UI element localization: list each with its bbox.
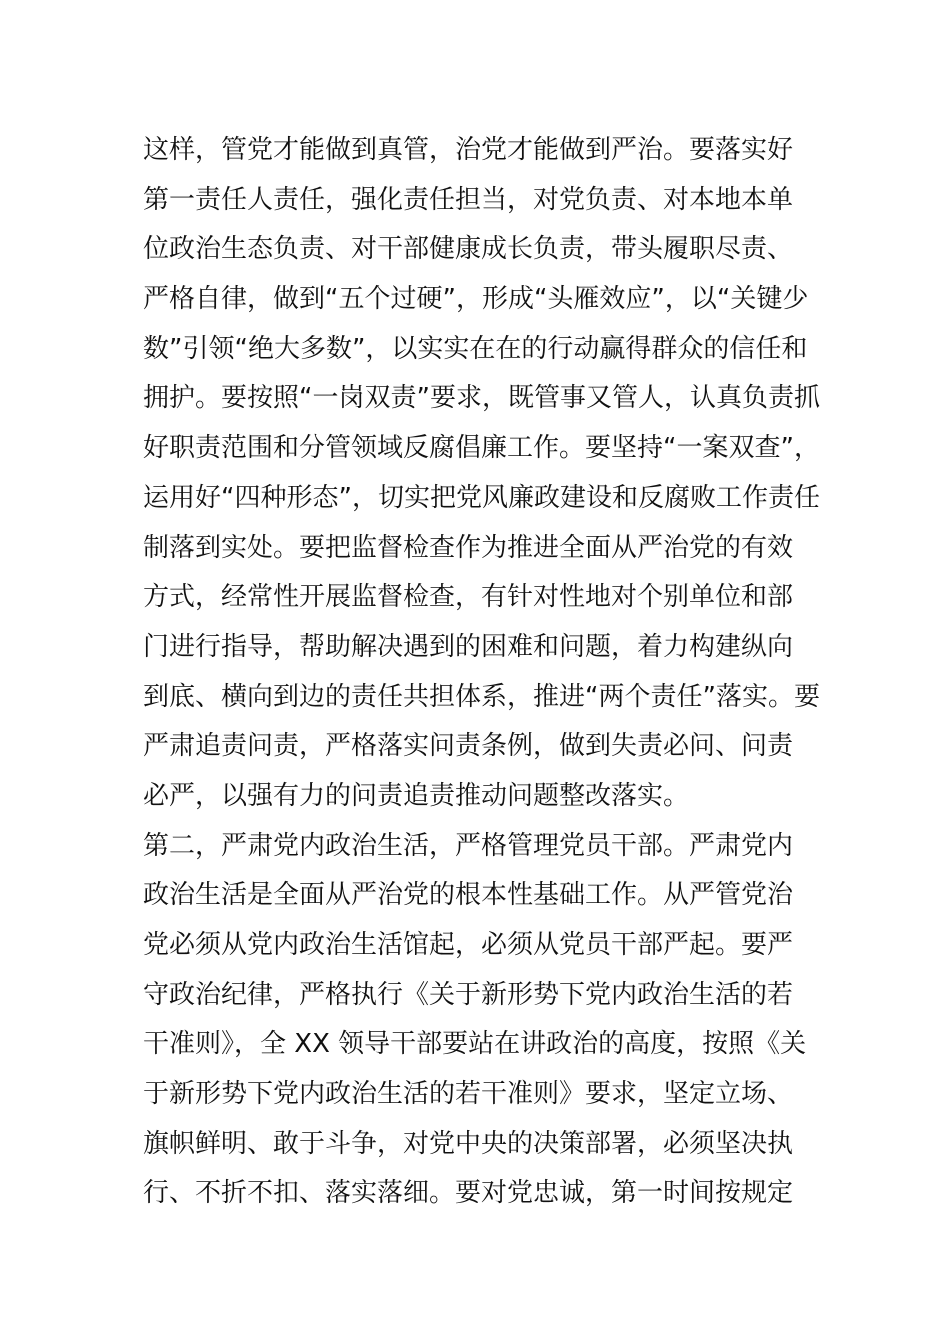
text-line: 门进行指导，帮助解决遇到的困难和问题，着力构建纵向 (143, 631, 794, 662)
text-line: 政治生活是全面从严治党的根本性基础工作。从严管党治 (143, 880, 794, 911)
text-line: 到底、横向到边的责任共担体系，推进“两个责任”落实。要 (143, 681, 820, 712)
text-line: 运用好“四种形态”，切实把党风廉政建设和反腐败工作责任 (143, 482, 820, 513)
text-line: 方式，经常性开展监督检查，有针对性地对个别单位和部 (143, 582, 794, 613)
text-line: 这样，管党才能做到真管，治党才能做到严治。要落实好 (143, 135, 794, 165)
text-line: 位政治生态负责、对干部健康成长负责，带头履职尽责、 (143, 234, 794, 265)
text-line: 严肃追责问责，严格落实问责条例，做到失责必问、问责 (143, 731, 794, 762)
text-line: 守政治纪律，严格执行《关于新形势下党内政治生活的若 (143, 979, 794, 1010)
text-line: 严格自律，做到“五个过硬”，形成“头雁效应”，以“关键少 (143, 284, 809, 315)
text-line: 旗帜鲜明、敢于斗争，对党中央的决策部署，必须坚决执 (143, 1128, 794, 1159)
text-line: 拥护。要按照“一岗双责”要求，既管事又管人，认真负责抓 (143, 383, 820, 414)
text-line: 必严，以强有力的问责追责推动问题整改落实。 (143, 780, 690, 811)
text-line: 党必须从党内政治生活馆起，必须从党员干部严起。要严 (143, 930, 794, 960)
text-line: 行、不折不扣、落实落细。要对党忠诚，第一时间按规定 (143, 1178, 794, 1209)
text-line: 第二，严肃党内政治生活，严格管理党员干部。严肃党内 (143, 830, 794, 861)
text-line: 于新形势下党内政治生活的若干准则》要求，坚定立场、 (143, 1079, 794, 1110)
text-line: 第一责任人责任，强化责任担当，对党负责、对本地本单 (143, 184, 794, 215)
body-text (143, 126, 820, 1219)
text-line: 数”引领“绝大多数”，以实实在在的行动赢得群众的信任和 (143, 333, 808, 364)
text-line: 好职责范围和分管领域反腐倡廉工作。要坚持“一案双查”， (143, 433, 820, 464)
text-line: 干准则》，全 XX 领导干部要站在讲政治的高度，按照《关 (143, 1029, 807, 1060)
text-line: 制落到实处。要把监督检查作为推进全面从严治党的有效 (143, 532, 794, 563)
